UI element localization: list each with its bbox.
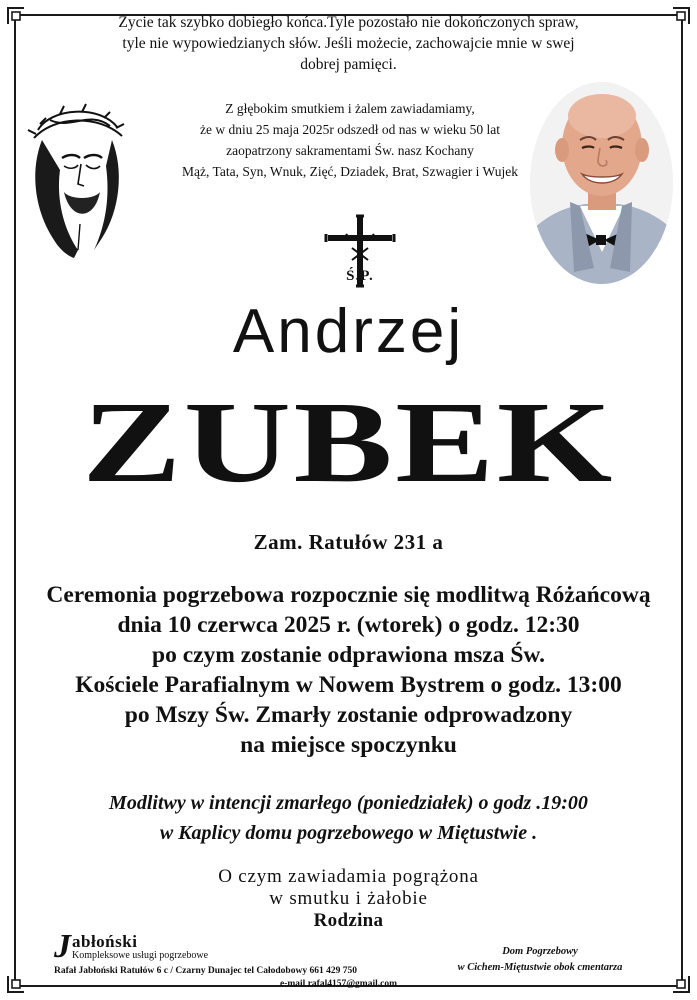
brand-name: abłoński [72,932,138,951]
prayer-line: Modlitwy w intencji zmarłego (poniedziałek) o godz .19:00 [109,792,588,814]
family-line: w smutku i żałobie [269,888,428,909]
prayer-details [0,788,697,848]
jesus-drawing-image [20,100,132,260]
brand-initial: J [54,928,71,965]
family-line: O czym zawiadamia pogrążona [218,866,479,887]
portrait-photo [530,82,673,284]
sp-label: Ś.P. [346,268,374,284]
intro-verse [60,12,637,75]
family-signoff [0,866,697,932]
intro-line: tyle nie wypowiedzianych słów. Jeśli możecie, zachowajcie mnie w swej [122,35,575,52]
ceremony-line: Kościele Parafialnym w Nowem Bystrem o godz. 13:00 [75,672,622,698]
ceremony-line: po czym zostanie odprawiona msza Św. [152,642,545,668]
home-line: Dom Pogrzebowy [502,946,578,957]
ceremony-line: na miejsce spoczynku [240,732,457,758]
announcement-line: zaopatrzony sakramentami Św. nasz Kochany [226,143,474,158]
intro-line: Życie tak szybko dobiegło końca.Tyle pozostało nie dokończonych spraw, [118,14,579,31]
first-name: Andrzej [232,297,465,366]
ceremony-line: po Mszy Św. Zmarły zostanie odprowadzony [124,702,573,728]
residence-address: Zam. Ratułów 231 a [253,530,444,554]
funeral-home-location [430,944,650,976]
corner-ornament-top-right [671,6,691,26]
announcement-line: że w dniu 25 maja 2025r odszedł od nas w wieku 50 lat [200,122,500,137]
last-name: ZUBEK [82,379,615,507]
death-announcement [150,98,550,182]
ceremony-line: dnia 10 czerwca 2025 r. (wtorek) o godz. 12:30 [117,612,580,638]
announcement-line: Z głębokim smutkiem i żalem zawiadamiamy, [225,101,475,116]
announcement-line: Mąż, Tata, Syn, Wnuk, Zięć, Dziadek, Brat, Szwagier i Wujek [182,164,518,179]
ceremony-details [0,580,697,760]
corner-ornament-bottom-right [671,974,691,994]
prayer-line: w Kaplicy domu pogrzebowego w Miętustwie . [159,822,538,844]
home-line: w Cichem-Miętustwie obok cmentarza [457,962,623,973]
corner-ornament-top-left [6,6,26,26]
corner-ornament-bottom-left [6,974,26,994]
family-signature: Rodzina [313,910,384,931]
funeral-home-brand [54,928,398,990]
intro-line: dobrej pamięci. [300,56,397,73]
brand-email: e-mail rafal4157@gmail.com [280,979,398,989]
brand-subtitle: Kompleksowe usługi pogrzebowe [72,950,209,961]
ceremony-line: Ceremonia pogrzebowa rozpocznie się modlitwą Różańcową [46,582,651,608]
brand-address: Rafał Jabłoński Ratułów 6 c / Czarny Dunajec tel Całodobowy 661 429 750 [54,966,357,976]
